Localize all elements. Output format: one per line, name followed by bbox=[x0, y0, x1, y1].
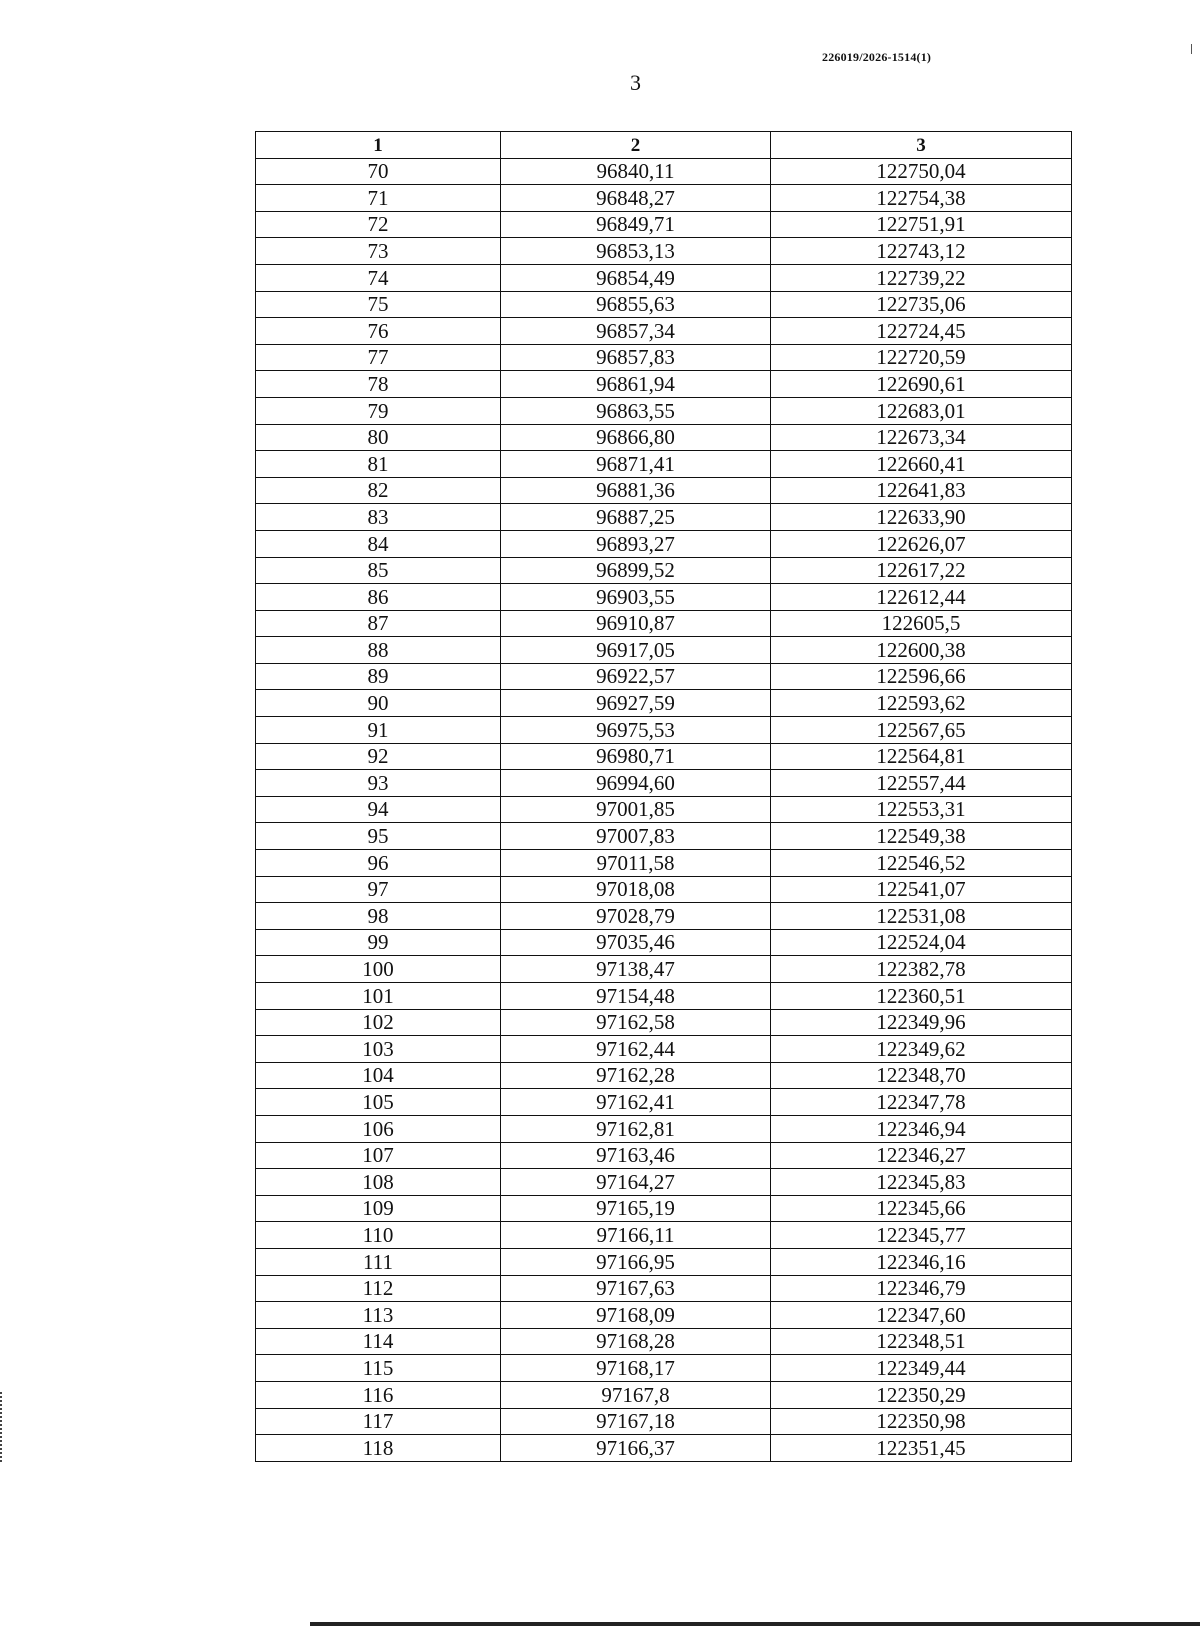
point-number-cell: 115 bbox=[256, 1355, 501, 1382]
point-number-cell: 84 bbox=[256, 530, 501, 557]
table-row bbox=[256, 477, 1072, 504]
point-number-cell: 112 bbox=[256, 1275, 501, 1302]
table-row bbox=[256, 717, 1072, 744]
table-row bbox=[256, 1089, 1072, 1116]
column-header-2: 2 bbox=[501, 132, 771, 159]
y-coordinate-cell: 122524,04 bbox=[771, 929, 1072, 956]
table-row bbox=[256, 1248, 1072, 1275]
point-number-cell: 104 bbox=[256, 1062, 501, 1089]
margin-mark bbox=[0, 1392, 4, 1462]
x-coordinate-cell: 97001,85 bbox=[501, 796, 771, 823]
y-coordinate-cell: 122567,65 bbox=[771, 717, 1072, 744]
y-coordinate-cell: 122549,38 bbox=[771, 823, 1072, 850]
point-number-cell: 78 bbox=[256, 371, 501, 398]
point-number-cell: 76 bbox=[256, 318, 501, 345]
x-coordinate-cell: 96899,52 bbox=[501, 557, 771, 584]
y-coordinate-cell: 122626,07 bbox=[771, 530, 1072, 557]
table-row bbox=[256, 1169, 1072, 1196]
point-number-cell: 92 bbox=[256, 743, 501, 770]
point-number-cell: 109 bbox=[256, 1195, 501, 1222]
x-coordinate-cell: 97168,17 bbox=[501, 1355, 771, 1382]
table-row bbox=[256, 876, 1072, 903]
x-coordinate-cell: 96917,05 bbox=[501, 637, 771, 664]
y-coordinate-cell: 122347,60 bbox=[771, 1302, 1072, 1329]
x-coordinate-cell: 97028,79 bbox=[501, 903, 771, 930]
y-coordinate-cell: 122348,70 bbox=[771, 1062, 1072, 1089]
x-coordinate-cell: 96910,87 bbox=[501, 610, 771, 637]
column-header-1: 1 bbox=[256, 132, 501, 159]
table-row bbox=[256, 1062, 1072, 1089]
point-number-cell: 108 bbox=[256, 1169, 501, 1196]
x-coordinate-cell: 97138,47 bbox=[501, 956, 771, 983]
table-row bbox=[256, 1195, 1072, 1222]
point-number-cell: 93 bbox=[256, 770, 501, 797]
table-row bbox=[256, 1328, 1072, 1355]
y-coordinate-cell: 122617,22 bbox=[771, 557, 1072, 584]
point-number-cell: 88 bbox=[256, 637, 501, 664]
point-number-cell: 91 bbox=[256, 717, 501, 744]
y-coordinate-cell: 122724,45 bbox=[771, 318, 1072, 345]
table-row bbox=[256, 1435, 1072, 1462]
x-coordinate-cell: 96903,55 bbox=[501, 584, 771, 611]
document-number: 226019/2026-1514(1) bbox=[822, 50, 932, 64]
point-number-cell: 74 bbox=[256, 264, 501, 291]
table-row bbox=[256, 344, 1072, 371]
point-number-cell: 111 bbox=[256, 1248, 501, 1275]
table-row bbox=[256, 983, 1072, 1010]
table-row bbox=[256, 557, 1072, 584]
bottom-rule bbox=[310, 1622, 1200, 1626]
x-coordinate-cell: 96849,71 bbox=[501, 211, 771, 238]
y-coordinate-cell: 122751,91 bbox=[771, 211, 1072, 238]
point-number-cell: 87 bbox=[256, 610, 501, 637]
table-row bbox=[256, 610, 1072, 637]
y-coordinate-cell: 122345,66 bbox=[771, 1195, 1072, 1222]
table-row bbox=[256, 158, 1072, 185]
x-coordinate-cell: 96857,34 bbox=[501, 318, 771, 345]
point-number-cell: 90 bbox=[256, 690, 501, 717]
point-number-cell: 70 bbox=[256, 158, 501, 185]
y-coordinate-cell: 122350,29 bbox=[771, 1381, 1072, 1408]
point-number-cell: 89 bbox=[256, 663, 501, 690]
point-number-cell: 117 bbox=[256, 1408, 501, 1435]
table-row bbox=[256, 1036, 1072, 1063]
x-coordinate-cell: 97162,44 bbox=[501, 1036, 771, 1063]
x-coordinate-cell: 96893,27 bbox=[501, 530, 771, 557]
table-row bbox=[256, 1355, 1072, 1382]
table-row bbox=[256, 637, 1072, 664]
x-coordinate-cell: 97162,28 bbox=[501, 1062, 771, 1089]
table-row bbox=[256, 770, 1072, 797]
y-coordinate-cell: 122541,07 bbox=[771, 876, 1072, 903]
x-coordinate-cell: 96975,53 bbox=[501, 717, 771, 744]
point-number-cell: 80 bbox=[256, 424, 501, 451]
x-coordinate-cell: 97018,08 bbox=[501, 876, 771, 903]
y-coordinate-cell: 122673,34 bbox=[771, 424, 1072, 451]
table-row bbox=[256, 850, 1072, 877]
y-coordinate-cell: 122600,38 bbox=[771, 637, 1072, 664]
x-coordinate-cell: 97168,09 bbox=[501, 1302, 771, 1329]
point-number-cell: 116 bbox=[256, 1381, 501, 1408]
point-number-cell: 96 bbox=[256, 850, 501, 877]
table-row bbox=[256, 690, 1072, 717]
y-coordinate-cell: 122683,01 bbox=[771, 397, 1072, 424]
table-row bbox=[256, 211, 1072, 238]
y-coordinate-cell: 122351,45 bbox=[771, 1435, 1072, 1462]
x-coordinate-cell: 97162,41 bbox=[501, 1089, 771, 1116]
x-coordinate-cell: 97164,27 bbox=[501, 1169, 771, 1196]
table-row bbox=[256, 903, 1072, 930]
y-coordinate-cell: 122750,04 bbox=[771, 158, 1072, 185]
table-row bbox=[256, 929, 1072, 956]
y-coordinate-cell: 122633,90 bbox=[771, 504, 1072, 531]
point-number-cell: 118 bbox=[256, 1435, 501, 1462]
point-number-cell: 106 bbox=[256, 1115, 501, 1142]
table-row bbox=[256, 1222, 1072, 1249]
table-row bbox=[256, 823, 1072, 850]
x-coordinate-cell: 96887,25 bbox=[501, 504, 771, 531]
point-number-cell: 86 bbox=[256, 584, 501, 611]
y-coordinate-cell: 122348,51 bbox=[771, 1328, 1072, 1355]
y-coordinate-cell: 122743,12 bbox=[771, 238, 1072, 265]
x-coordinate-cell: 97162,81 bbox=[501, 1115, 771, 1142]
point-number-cell: 82 bbox=[256, 477, 501, 504]
column-header-3: 3 bbox=[771, 132, 1072, 159]
table-row bbox=[256, 1408, 1072, 1435]
y-coordinate-cell: 122593,62 bbox=[771, 690, 1072, 717]
point-number-cell: 98 bbox=[256, 903, 501, 930]
point-number-cell: 95 bbox=[256, 823, 501, 850]
point-number-cell: 107 bbox=[256, 1142, 501, 1169]
point-number-cell: 114 bbox=[256, 1328, 501, 1355]
table-row bbox=[256, 1115, 1072, 1142]
page-number: 3 bbox=[630, 70, 641, 95]
x-coordinate-cell: 96848,27 bbox=[501, 185, 771, 212]
table-row bbox=[256, 1381, 1072, 1408]
x-coordinate-cell: 97167,63 bbox=[501, 1275, 771, 1302]
y-coordinate-cell: 122564,81 bbox=[771, 743, 1072, 770]
x-coordinate-cell: 97166,37 bbox=[501, 1435, 771, 1462]
edge-mark bbox=[1191, 44, 1192, 54]
table-row bbox=[256, 185, 1072, 212]
point-number-cell: 83 bbox=[256, 504, 501, 531]
y-coordinate-cell: 122346,94 bbox=[771, 1115, 1072, 1142]
point-number-cell: 75 bbox=[256, 291, 501, 318]
x-coordinate-cell: 97165,19 bbox=[501, 1195, 771, 1222]
y-coordinate-cell: 122382,78 bbox=[771, 956, 1072, 983]
table-row bbox=[256, 1302, 1072, 1329]
y-coordinate-cell: 122349,44 bbox=[771, 1355, 1072, 1382]
point-number-cell: 99 bbox=[256, 929, 501, 956]
table-row bbox=[256, 663, 1072, 690]
point-number-cell: 97 bbox=[256, 876, 501, 903]
x-coordinate-cell: 96980,71 bbox=[501, 743, 771, 770]
table-row bbox=[256, 371, 1072, 398]
y-coordinate-cell: 122557,44 bbox=[771, 770, 1072, 797]
y-coordinate-cell: 122347,78 bbox=[771, 1089, 1072, 1116]
table-row bbox=[256, 956, 1072, 983]
table-row bbox=[256, 584, 1072, 611]
y-coordinate-cell: 122346,79 bbox=[771, 1275, 1072, 1302]
y-coordinate-cell: 122612,44 bbox=[771, 584, 1072, 611]
x-coordinate-cell: 97167,18 bbox=[501, 1408, 771, 1435]
y-coordinate-cell: 122735,06 bbox=[771, 291, 1072, 318]
y-coordinate-cell: 122346,16 bbox=[771, 1248, 1072, 1275]
x-coordinate-cell: 97154,48 bbox=[501, 983, 771, 1010]
y-coordinate-cell: 122531,08 bbox=[771, 903, 1072, 930]
x-coordinate-cell: 97167,8 bbox=[501, 1381, 771, 1408]
point-number-cell: 72 bbox=[256, 211, 501, 238]
x-coordinate-cell: 97035,46 bbox=[501, 929, 771, 956]
table-row bbox=[256, 318, 1072, 345]
y-coordinate-cell: 122553,31 bbox=[771, 796, 1072, 823]
x-coordinate-cell: 97166,11 bbox=[501, 1222, 771, 1249]
y-coordinate-cell: 122690,61 bbox=[771, 371, 1072, 398]
x-coordinate-cell: 97163,46 bbox=[501, 1142, 771, 1169]
table-header-row bbox=[256, 132, 1072, 159]
table-row bbox=[256, 1275, 1072, 1302]
x-coordinate-cell: 96854,49 bbox=[501, 264, 771, 291]
y-coordinate-cell: 122739,22 bbox=[771, 264, 1072, 291]
table-row bbox=[256, 504, 1072, 531]
point-number-cell: 101 bbox=[256, 983, 501, 1010]
y-coordinate-cell: 122346,27 bbox=[771, 1142, 1072, 1169]
table-row bbox=[256, 397, 1072, 424]
table-row bbox=[256, 264, 1072, 291]
y-coordinate-cell: 122754,38 bbox=[771, 185, 1072, 212]
table-row bbox=[256, 238, 1072, 265]
x-coordinate-cell: 96853,13 bbox=[501, 238, 771, 265]
y-coordinate-cell: 122345,77 bbox=[771, 1222, 1072, 1249]
x-coordinate-cell: 97007,83 bbox=[501, 823, 771, 850]
x-coordinate-cell: 96881,36 bbox=[501, 477, 771, 504]
coordinates-table bbox=[255, 131, 1072, 1462]
point-number-cell: 79 bbox=[256, 397, 501, 424]
table-row bbox=[256, 743, 1072, 770]
table-row bbox=[256, 424, 1072, 451]
point-number-cell: 71 bbox=[256, 185, 501, 212]
x-coordinate-cell: 96922,57 bbox=[501, 663, 771, 690]
x-coordinate-cell: 97166,95 bbox=[501, 1248, 771, 1275]
y-coordinate-cell: 122349,62 bbox=[771, 1036, 1072, 1063]
x-coordinate-cell: 97162,58 bbox=[501, 1009, 771, 1036]
table-row bbox=[256, 451, 1072, 478]
x-coordinate-cell: 97011,58 bbox=[501, 850, 771, 877]
x-coordinate-cell: 96866,80 bbox=[501, 424, 771, 451]
x-coordinate-cell: 96871,41 bbox=[501, 451, 771, 478]
y-coordinate-cell: 122546,52 bbox=[771, 850, 1072, 877]
x-coordinate-cell: 97168,28 bbox=[501, 1328, 771, 1355]
point-number-cell: 85 bbox=[256, 557, 501, 584]
table-row bbox=[256, 1009, 1072, 1036]
point-number-cell: 81 bbox=[256, 451, 501, 478]
x-coordinate-cell: 96855,63 bbox=[501, 291, 771, 318]
y-coordinate-cell: 122350,98 bbox=[771, 1408, 1072, 1435]
point-number-cell: 105 bbox=[256, 1089, 501, 1116]
x-coordinate-cell: 96994,60 bbox=[501, 770, 771, 797]
x-coordinate-cell: 96857,83 bbox=[501, 344, 771, 371]
table-body bbox=[256, 158, 1072, 1461]
y-coordinate-cell: 122345,83 bbox=[771, 1169, 1072, 1196]
y-coordinate-cell: 122360,51 bbox=[771, 983, 1072, 1010]
point-number-cell: 94 bbox=[256, 796, 501, 823]
x-coordinate-cell: 96861,94 bbox=[501, 371, 771, 398]
point-number-cell: 103 bbox=[256, 1036, 501, 1063]
table-header bbox=[256, 132, 1072, 159]
y-coordinate-cell: 122720,59 bbox=[771, 344, 1072, 371]
point-number-cell: 110 bbox=[256, 1222, 501, 1249]
table-row bbox=[256, 1142, 1072, 1169]
y-coordinate-cell: 122596,66 bbox=[771, 663, 1072, 690]
point-number-cell: 77 bbox=[256, 344, 501, 371]
x-coordinate-cell: 96863,55 bbox=[501, 397, 771, 424]
table-row bbox=[256, 530, 1072, 557]
y-coordinate-cell: 122641,83 bbox=[771, 477, 1072, 504]
point-number-cell: 102 bbox=[256, 1009, 501, 1036]
table-row bbox=[256, 291, 1072, 318]
y-coordinate-cell: 122349,96 bbox=[771, 1009, 1072, 1036]
point-number-cell: 100 bbox=[256, 956, 501, 983]
table-row bbox=[256, 796, 1072, 823]
x-coordinate-cell: 96927,59 bbox=[501, 690, 771, 717]
y-coordinate-cell: 122605,5 bbox=[771, 610, 1072, 637]
point-number-cell: 113 bbox=[256, 1302, 501, 1329]
y-coordinate-cell: 122660,41 bbox=[771, 451, 1072, 478]
x-coordinate-cell: 96840,11 bbox=[501, 158, 771, 185]
point-number-cell: 73 bbox=[256, 238, 501, 265]
